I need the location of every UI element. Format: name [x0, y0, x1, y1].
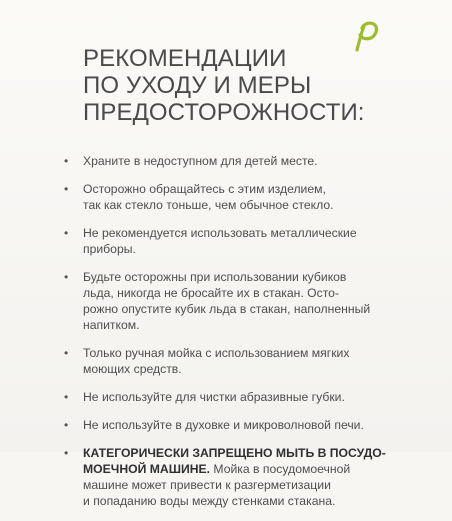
warning-list-item [64, 445, 416, 509]
list-item-line: Будьте осторожны при использовании кубиков [83, 270, 347, 284]
warning-heading-line-2: МОЕЧНОЙ МАШИНЕ. [83, 462, 211, 476]
warning-heading-line-1: КАТЕГОРИЧЕСКИ ЗАПРЕЩЕНО МЫТЬ В ПОСУДО- [83, 446, 386, 460]
title-line-2: ПО УХОДУ И МЕРЫ [83, 72, 312, 99]
list-item [64, 389, 416, 405]
title-line-1: РЕКОМЕНДАЦИИ [83, 45, 287, 72]
bullet-icon: • [64, 346, 69, 360]
bullet-icon: • [64, 270, 69, 284]
list-item-line: льда, никогда не бросайте их в стакан. Осто- [83, 286, 340, 300]
bullet-icon: • [64, 390, 69, 404]
bullet-icon: • [64, 226, 69, 240]
bullet-icon: • [64, 182, 69, 196]
page-title [83, 45, 383, 126]
warning-text-line-3: машине может привести к разгерметизации [83, 478, 331, 492]
warning-text-line-2: Мойка в посудомоечной [210, 462, 351, 476]
list-item-line: рожно опустите кубик льда в стакан, наполненный [83, 302, 371, 316]
title-line-3: ПРЕДОСТОРОЖНОСТИ: [83, 99, 365, 126]
list-item-line: Храните в недоступном для детей месте. [83, 154, 318, 168]
bullet-icon: • [64, 446, 69, 460]
list-item-line: напитком. [83, 318, 140, 332]
list-item-line: приборы. [83, 242, 136, 256]
warning-line-2 [83, 461, 416, 477]
list-item [64, 181, 416, 213]
list-item-line: моющих средств. [83, 362, 182, 376]
list-item [64, 269, 416, 333]
warning-text-line-4: и попаданию воды между стенками стакана. [83, 494, 336, 508]
list-item-line: так как стекло тоньше, чем обычное стекло. [83, 198, 334, 212]
care-list [64, 153, 416, 521]
list-item [64, 225, 416, 257]
bullet-icon: • [64, 418, 69, 432]
list-item [64, 153, 416, 169]
list-item [64, 417, 416, 433]
list-item-line: Не используйте для чистки абразивные губки. [83, 390, 345, 404]
list-item-line: Не рекомендуется использовать металлические [83, 226, 357, 240]
list-item-line: Осторожно обращайтесь с этим изделием, [83, 182, 326, 196]
list-item [64, 345, 416, 377]
list-item-line: Только ручная мойка с использованием мягких [83, 346, 350, 360]
list-item-line: Не используйте в духовке и микроволновой печи. [83, 418, 364, 432]
bullet-icon: • [64, 154, 69, 168]
